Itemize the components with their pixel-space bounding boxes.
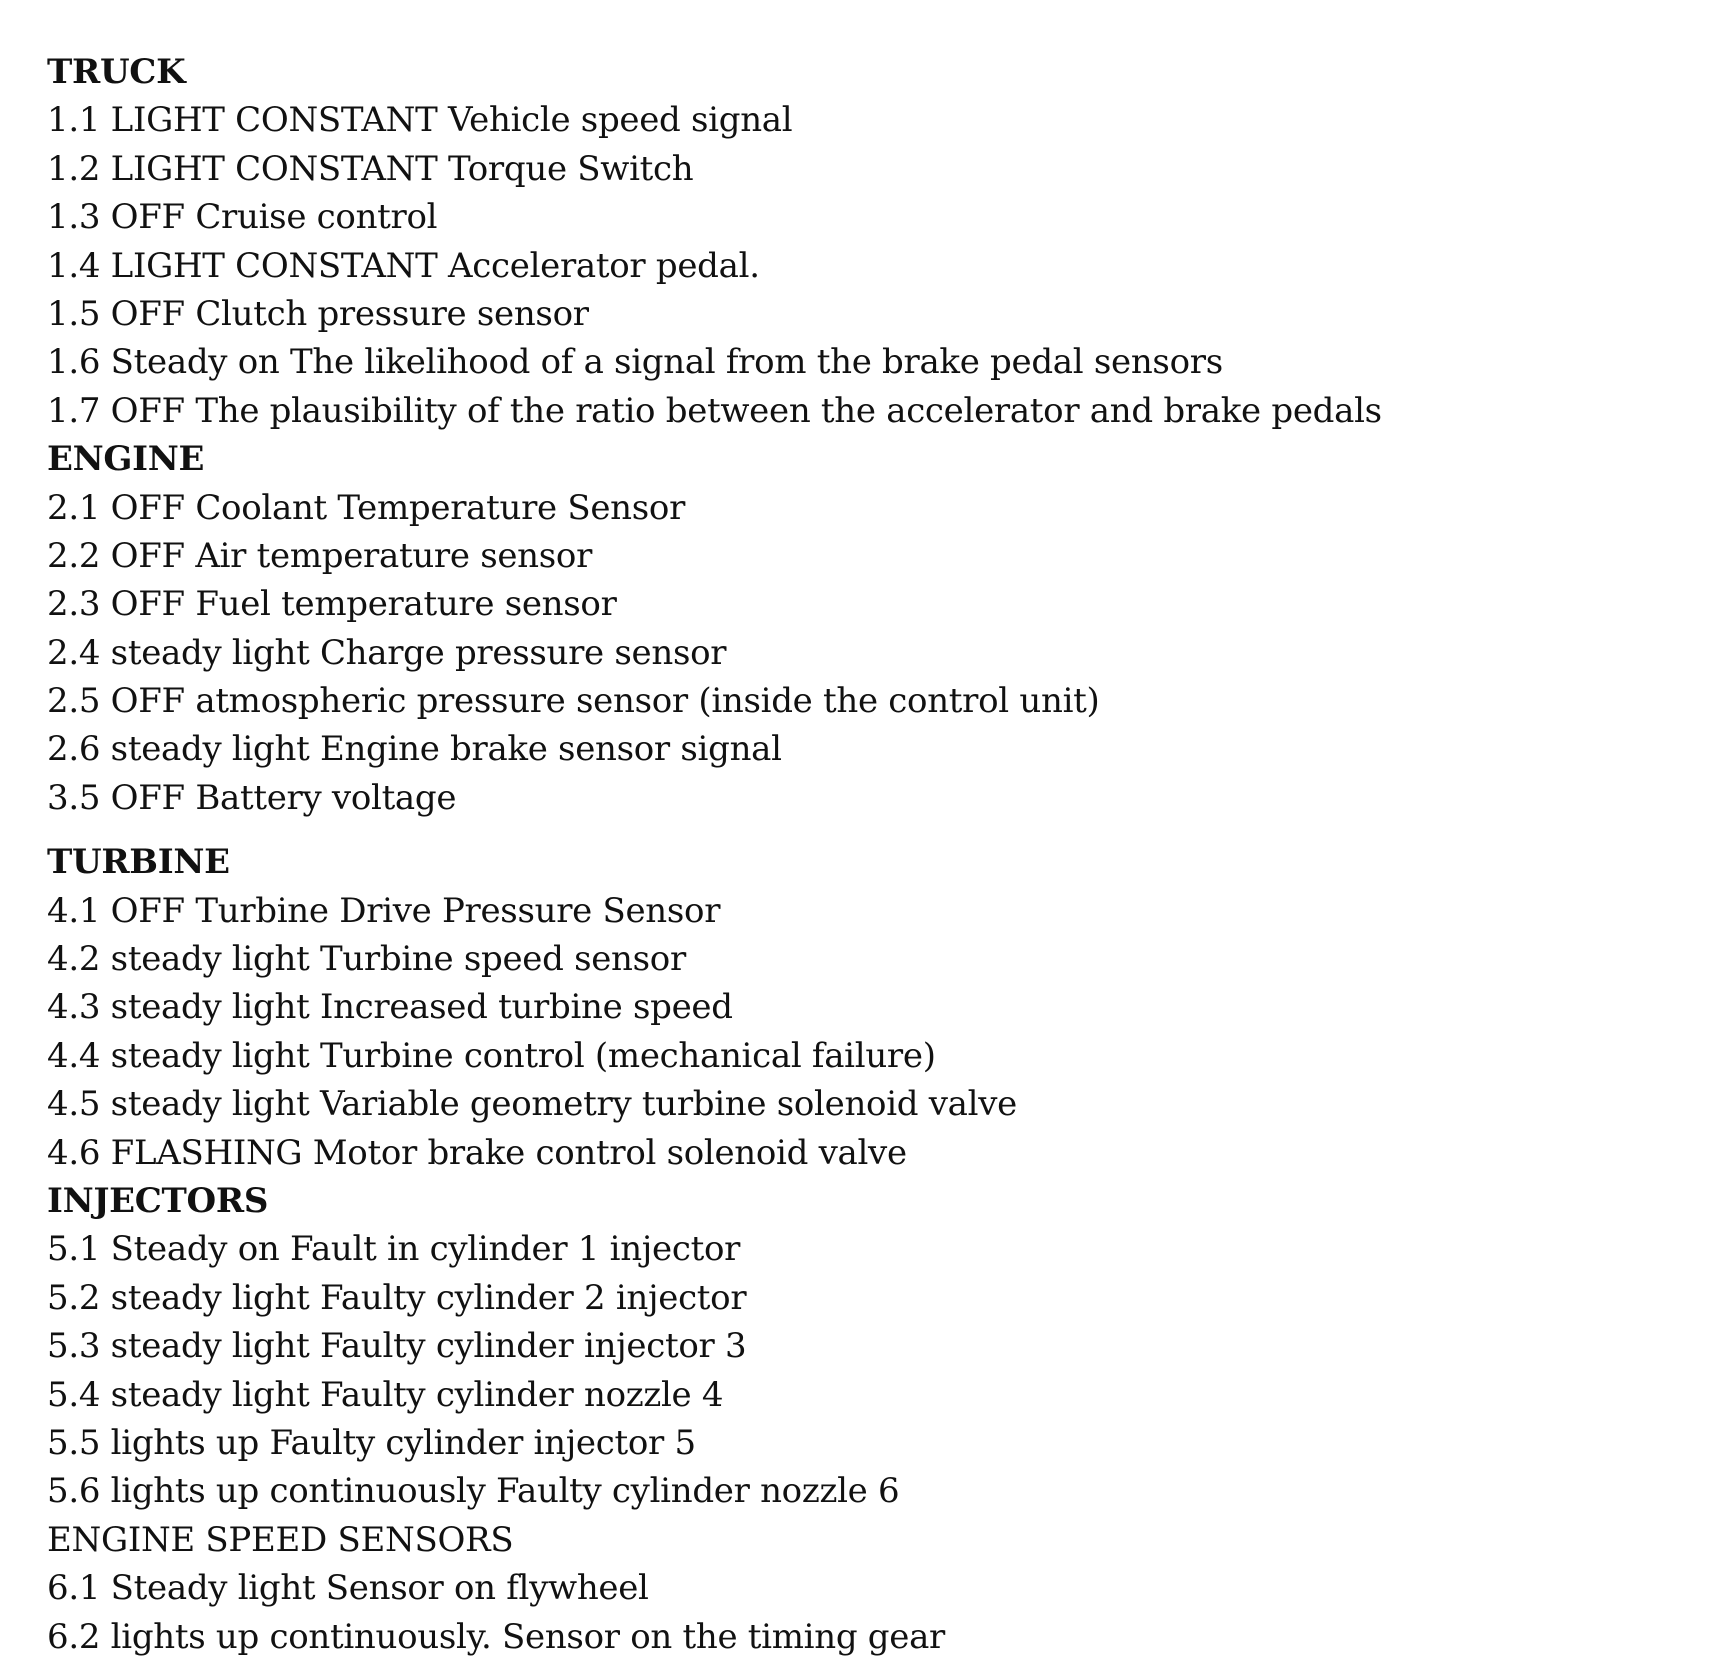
- list-item: 2.1 OFF Coolant Temperature Sensor: [47, 487, 686, 528]
- list-item: 1.1 LIGHT CONSTANT Vehicle speed signal: [47, 100, 793, 141]
- list-item: 1.3 OFF Cruise control: [47, 197, 438, 238]
- list-item: 2.2 OFF Air temperature sensor: [47, 535, 593, 576]
- list-item: 4.5 steady light Variable geometry turbine solenoid valve: [47, 1084, 1017, 1125]
- section-heading-injectors: INJECTORS: [47, 1180, 269, 1221]
- section-heading-engine: ENGINE: [47, 439, 205, 480]
- list-item: 1.6 Steady on The likelihood of a signal from the brake pedal sensors: [47, 342, 1223, 383]
- list-item: 4.2 steady light Turbine speed sensor: [47, 939, 686, 980]
- list-item: 1.5 OFF Clutch pressure sensor: [47, 293, 589, 334]
- list-item: 5.6 lights up continuously Faulty cylinder nozzle 6: [47, 1471, 900, 1512]
- list-item: 1.4 LIGHT CONSTANT Accelerator pedal.: [47, 245, 760, 286]
- list-item: 2.5 OFF atmospheric pressure sensor (inside the control unit): [47, 681, 1100, 722]
- section-heading-turbine: TURBINE: [47, 842, 230, 883]
- list-item: 1.2 LIGHT CONSTANT Torque Switch: [47, 148, 694, 189]
- section-spacer: [47, 822, 1707, 838]
- list-item: 1.7 OFF The plausibility of the ratio between the accelerator and brake pedals: [47, 390, 1382, 431]
- list-item: 4.6 FLASHING Motor brake control solenoid valve: [47, 1132, 907, 1173]
- list-item: 4.3 steady light Increased turbine speed: [47, 987, 733, 1028]
- section-heading-truck: TRUCK: [47, 52, 186, 92]
- list-item: 4.1 OFF Turbine Drive Pressure Sensor: [47, 890, 721, 931]
- list-item: 5.2 steady light Faulty cylinder 2 injector: [47, 1277, 747, 1318]
- list-item: 5.5 lights up Faulty cylinder injector 5: [47, 1422, 696, 1463]
- list-item: 2.4 steady light Charge pressure sensor: [47, 632, 727, 673]
- list-item: 6.2 lights up continuously. Sensor on the timing gear: [47, 1616, 946, 1657]
- list-item: 4.4 steady light Turbine control (mechanical failure): [47, 1035, 936, 1076]
- section-heading-engine-speed-sensors: ENGINE SPEED SENSORS: [47, 1519, 514, 1560]
- list-item: 2.6 steady light Engine brake sensor signal: [47, 729, 782, 770]
- list-item: 5.4 steady light Faulty cylinder nozzle 4: [47, 1374, 724, 1415]
- list-item: 5.1 Steady on Fault in cylinder 1 injector: [47, 1229, 741, 1270]
- list-item: 6.1 Steady light Sensor on flywheel: [47, 1568, 649, 1609]
- list-item: 5.3 steady light Faulty cylinder injector 3: [47, 1326, 747, 1367]
- list-item: 3.5 OFF Battery voltage: [47, 777, 457, 818]
- list-item: 2.3 OFF Fuel temperature sensor: [47, 584, 617, 625]
- document-body: [47, 48, 1707, 1661]
